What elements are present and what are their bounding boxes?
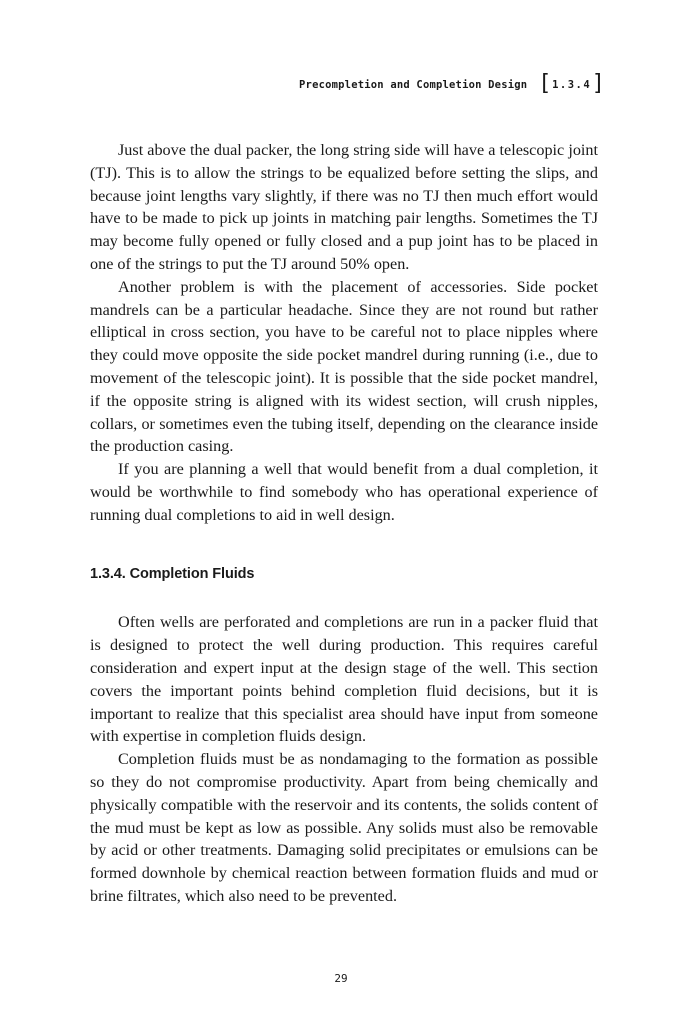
paragraph-accessories: Another problem is with the placement of accessories. Side pocket mandrels can be a particular headache. Since they are not round but rather elliptical in cross section, you have to be careful not to place nipples where they could move opposite the side pocket mandrel during running (i.e., due to movement of the telescopic joint). It is possible that the side pocket mandrel, if the opposite string is aligned with its widest section, will crush nipples, collars, or sometimes even the tubing itself, depending on the clearance inside the production casing. [90,277,598,456]
running-title: Precompletion and Completion Design [299,79,528,91]
paragraph-nondamaging-fluids: Completion fluids must be as nondamaging to the formation as possible so they do not compromise productivity. Apart from being chemically and physically compatible with the reservoir and its contents, the solids content of the mud must be kept as low as possible. Any solids must also be removable by acid or other treatments. Damaging solid precipitates or emulsions can be formed downhole by chemical reaction between formation fluids and mud or brine filtrates, which also need to be prevented. [90,750,598,905]
running-header [299,71,602,96]
paragraph-telescopic-joint: Just above the dual packer, the long string side will have a telescopic joint (TJ). This is to allow the strings to be equalized before setting the slips, and because joint lengths vary slightly, if there was no TJ then much effort would have to be made to pick up joints in matching pair lengths. Sometimes the TJ may become fully opened or fully closed and a pup joint has to be placed in one of the strings to put the TJ around 50% open. [90,141,598,273]
section-heading: 1.3.4. Completion Fluids [90,565,255,582]
section-number-badge: [ 1.3.4 ] [541,71,602,96]
section-number: 1.3.4 [552,79,592,91]
paragraph-dual-completion-advice: If you are planning a well that would benefit from a dual completion, it would be worthwhile to find somebody who has operational experience of running dual completions to aid in well design. [90,460,598,524]
page-body [90,139,598,908]
paragraph-packer-fluid: Often wells are perforated and completions are run in a packer fluid that is designed to protect the well during production. This requires careful consideration and expert input at the design stage of the well. This section covers the important points behind completion fluid decisions, but it is important to realize that this specialist area should have input from someone with expertise in completion fluids design. [90,613,598,746]
page-number: 29 [334,972,348,985]
